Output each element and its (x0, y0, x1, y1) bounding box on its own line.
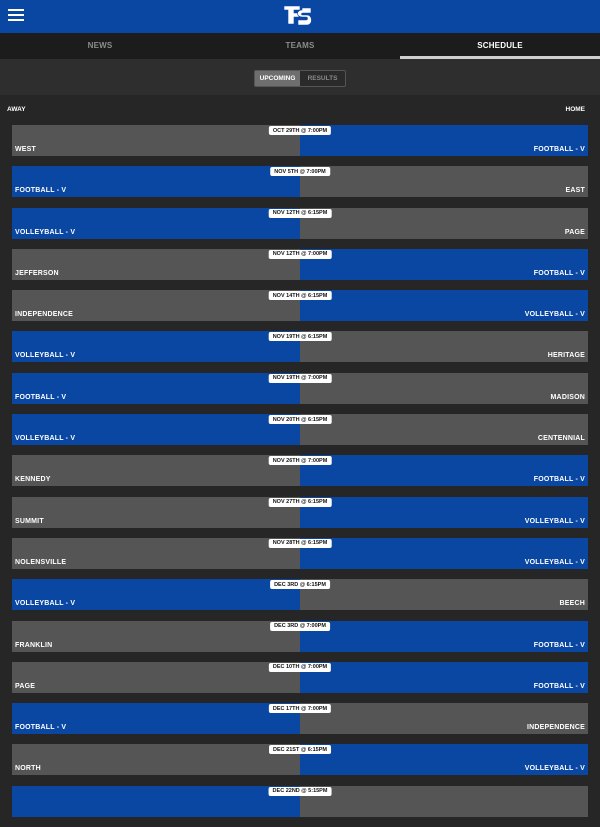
home-team-panel (300, 786, 588, 817)
away-team-name: NORTH (15, 765, 41, 773)
game-row[interactable] (12, 579, 588, 610)
home-team-name: EAST (565, 187, 585, 195)
game-date-badge: DEC 3RD @ 6:15PM (270, 580, 330, 589)
schedule-list (12, 125, 588, 827)
away-team-name: VOLLEYBALL - V (15, 352, 76, 360)
results-toggle-button[interactable]: RESULTS (307, 75, 338, 82)
home-column-header: HOME (565, 106, 585, 113)
tab-schedule[interactable]: SCHEDULE (400, 33, 600, 59)
game-date-badge: DEC 21ST @ 6:15PM (269, 745, 331, 754)
game-date-badge: NOV 5TH @ 7:00PM (270, 167, 330, 176)
home-team-name: BEECH (559, 600, 585, 608)
game-row[interactable] (12, 290, 588, 321)
home-team-name: MADISON (550, 393, 585, 401)
school-monogram-logo[interactable] (282, 4, 314, 29)
game-date-badge: NOV 19TH @ 7:00PM (269, 374, 332, 383)
home-team-panel (300, 373, 588, 404)
away-team-panel (12, 662, 300, 693)
game-row[interactable] (12, 662, 588, 693)
home-team-name: FOOTBALL - V (533, 476, 585, 484)
game-date-badge: NOV 14TH @ 6:15PM (269, 291, 332, 300)
game-date-badge: DEC 3RD @ 7:00PM (270, 622, 330, 631)
away-team-name: INDEPENDENCE (15, 311, 74, 319)
game-row[interactable] (12, 744, 588, 775)
game-row[interactable] (12, 125, 588, 156)
game-date-badge: NOV 12TH @ 7:00PM (269, 250, 332, 259)
away-team-panel (12, 497, 300, 528)
game-date-badge: NOV 12TH @ 6:15PM (269, 209, 332, 218)
game-row[interactable] (12, 373, 588, 404)
upcoming-toggle-button[interactable]: UPCOMING (255, 71, 300, 86)
away-team-name: WEST (15, 146, 37, 153)
home-team-name: VOLLEYBALL - V (524, 558, 585, 566)
hamburger-menu-icon[interactable] (8, 9, 24, 23)
home-team-panel (300, 208, 588, 239)
away-team-name: FOOTBALL - V (15, 724, 67, 732)
game-row[interactable] (12, 703, 588, 734)
game-date-badge: DEC 22ND @ 5:15PM (269, 787, 332, 796)
tab-teams[interactable]: TEAMS (285, 41, 315, 50)
section-tabs (0, 33, 600, 59)
home-team-panel (300, 331, 588, 362)
upcoming-results-toggle (254, 70, 346, 87)
home-team-name: INDEPENDENCE (526, 724, 585, 732)
game-row[interactable] (12, 786, 588, 817)
home-team-panel (300, 579, 588, 610)
home-team-name: FOOTBALL - V (533, 682, 585, 690)
game-date-badge: DEC 17TH @ 7:00PM (269, 704, 331, 713)
home-team-name: VOLLEYBALL - V (524, 765, 585, 773)
game-row[interactable] (12, 538, 588, 569)
home-team-panel (300, 166, 588, 197)
game-date-badge: NOV 27TH @ 6:15PM (269, 498, 332, 507)
away-team-name: FOOTBALL - V (15, 187, 67, 195)
home-team-name: PAGE (564, 228, 585, 236)
away-team-name: VOLLEYBALL - V (15, 600, 76, 608)
game-date-badge: DEC 10TH @ 7:00PM (269, 663, 331, 672)
away-team-name: SUMMIT (15, 517, 44, 525)
game-row[interactable] (12, 621, 588, 652)
home-team-name: VOLLEYBALL - V (524, 311, 585, 319)
game-date-badge: NOV 28TH @ 6:15PM (269, 539, 332, 548)
game-row[interactable] (12, 208, 588, 239)
away-team-name: FRANKLIN (15, 641, 53, 649)
away-column-header: AWAY (7, 106, 26, 113)
game-row[interactable] (12, 166, 588, 197)
game-row[interactable] (12, 455, 588, 486)
home-team-name: FOOTBALL - V (533, 641, 585, 649)
app-header (0, 0, 600, 33)
game-row[interactable] (12, 331, 588, 362)
game-date-badge: OCT 29TH @ 7:00PM (269, 126, 331, 135)
home-team-name: VOLLEYBALL - V (524, 517, 585, 525)
game-row[interactable] (12, 249, 588, 280)
home-team-name: FOOTBALL - V (533, 269, 585, 277)
away-team-name: VOLLEYBALL - V (15, 228, 76, 236)
game-date-badge: NOV 26TH @ 7:00PM (269, 456, 332, 465)
away-team-name: NOLENSVILLE (15, 558, 67, 566)
home-team-name: FOOTBALL - V (533, 146, 585, 153)
away-team-name: JEFFERSON (15, 269, 59, 277)
game-date-badge: NOV 20TH @ 6:15PM (269, 415, 332, 424)
home-team-name: CENTENNIAL (537, 435, 585, 443)
away-team-name: FOOTBALL - V (15, 393, 67, 401)
game-row[interactable] (12, 414, 588, 445)
tab-news[interactable]: NEWS (87, 41, 113, 50)
away-team-panel (12, 786, 300, 817)
away-team-panel (12, 125, 300, 156)
away-team-name: KENNEDY (15, 476, 51, 484)
home-team-name: HERITAGE (547, 352, 585, 360)
away-team-panel (12, 621, 300, 652)
away-team-name: VOLLEYBALL - V (15, 435, 76, 443)
game-date-badge: NOV 19TH @ 6:15PM (269, 332, 332, 341)
away-team-panel (12, 455, 300, 486)
away-team-name: PAGE (15, 682, 36, 690)
game-row[interactable] (12, 497, 588, 528)
away-team-panel (12, 744, 300, 775)
